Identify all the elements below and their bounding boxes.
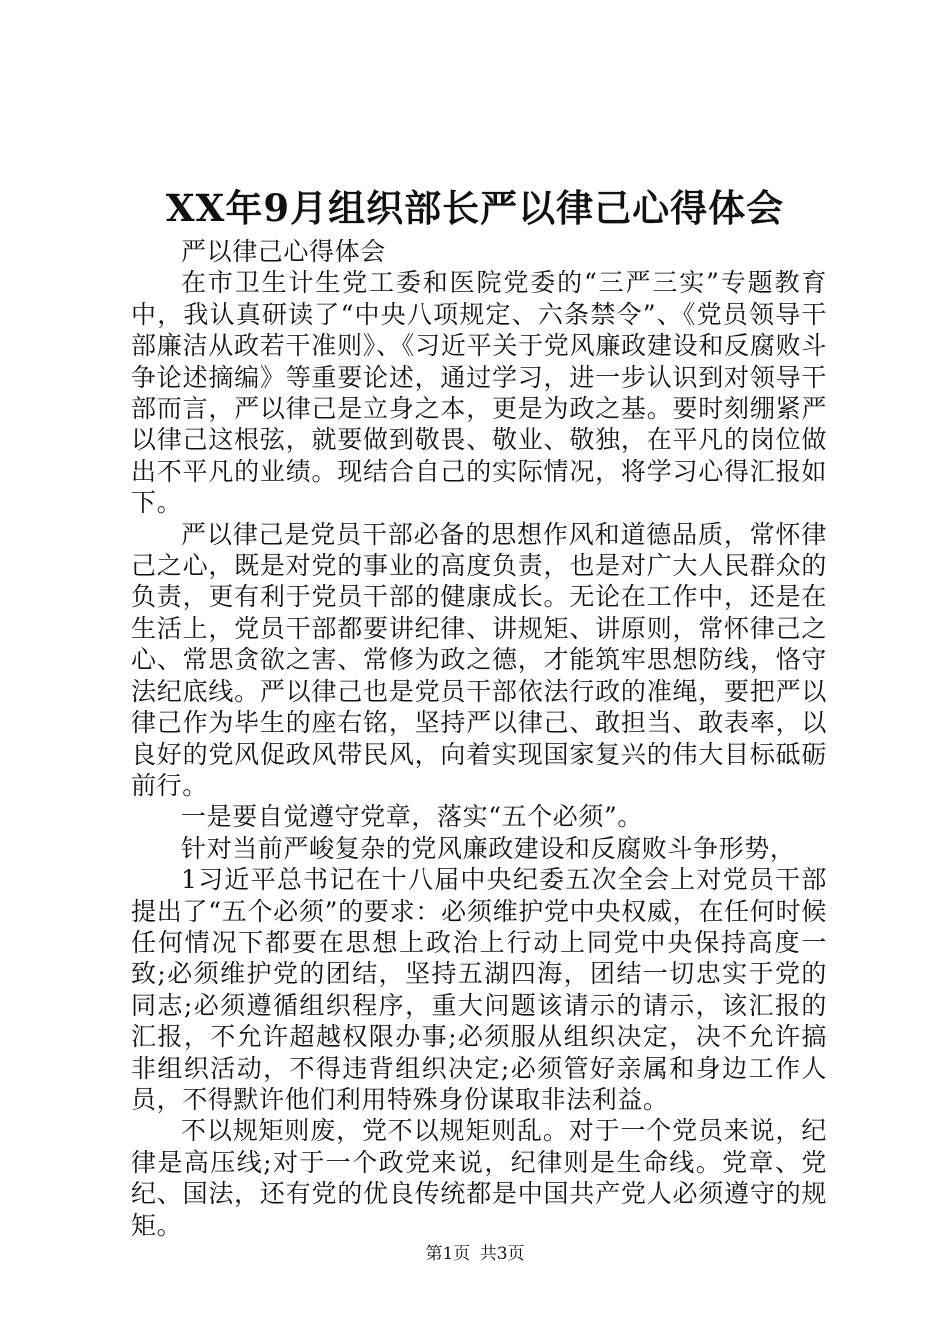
paragraph-self-discipline: 严以律己是党员干部必备的思想作风和道德品质，常怀律己之心，既是对党的事业的高度负责，也是对广大人民群众的负责，更有利于党员干部的健康成长。无论在工作中，还是在生活上，党员干部都要讲纪律、讲规矩、讲原则，常怀律己之心、常思贪欲之害、常修为政之德，才能筑牢思想防线，恪守法纪底线。严以律己也是党员干部依法行政的准绳，要把严以律己作为毕生的座右铭，坚持严以律己、敢担当、敢表率，以良好的党风促政风带民风，向着实现国家复兴的伟大目标砥砺前行。 [131,519,827,800]
page-number: 第1页 [425,1244,471,1264]
page-footer [0,1242,950,1266]
paragraph-subtitle: 严以律己心得体会 [181,237,386,266]
paragraph-rules: 不以规矩则废，党不以规矩则乱。对于一个党员来说，纪律是高压线;对于一个政党来说，纪律则是生命线。党章、党纪、国法，还有党的优良传统都是中国共产党人必须遵守的规矩。 [131,1116,827,1240]
paragraph-five-musts: 1习近平总书记在十八届中央纪委五次全会上对党员干部提出了“五个必须”的要求：必须维护党中央权威，在任何时候任何情况下都要在思想上政治上行动上同党中央保持高度一致;必须维护党的团结，坚持五湖四海，团结一切忠实于党的同志;必须遵循组织程序，重大问题该请示的请示，该汇报的汇报，不允许超越权限办事;必须服从组织决定，决不允许搞非组织活动，不得违背组织决定;必须管好亲属和身边工作人员，不得默许他们利用特殊身份谋取非法利益。 [131,865,827,1114]
paragraph-situation: 针对当前严峻复杂的党风廉政建设和反腐败斗争形势， [181,833,796,863]
document-body [131,236,827,1241]
document-title: XX年9月组织部长严以律己心得体会 [165,186,785,230]
page-total: 共3页 [479,1244,525,1264]
paragraph-point-one: 一是要自觉遵守党章，落实“五个必须”。 [181,802,643,832]
paragraph-intro: 在市卫生计生党工委和医院党委的“三严三实”专题教育中，我认真研读了“中央八项规定、六条禁令”、《党员领导干部廉洁从政若干准则》、《习近平关于党风廉政建设和反腐败斗争论述摘编》等重要论述，通过学习，进一步认识到对领导干部而言，严以律己是立身之本，更是为政之基。要时刻绷紧严以律己这根弦，就要做到敬畏、敬业、敬独，在平凡的岗位做出不平凡的业绩。现结合自己的实际情况，将学习心得汇报如下。 [131,268,827,518]
